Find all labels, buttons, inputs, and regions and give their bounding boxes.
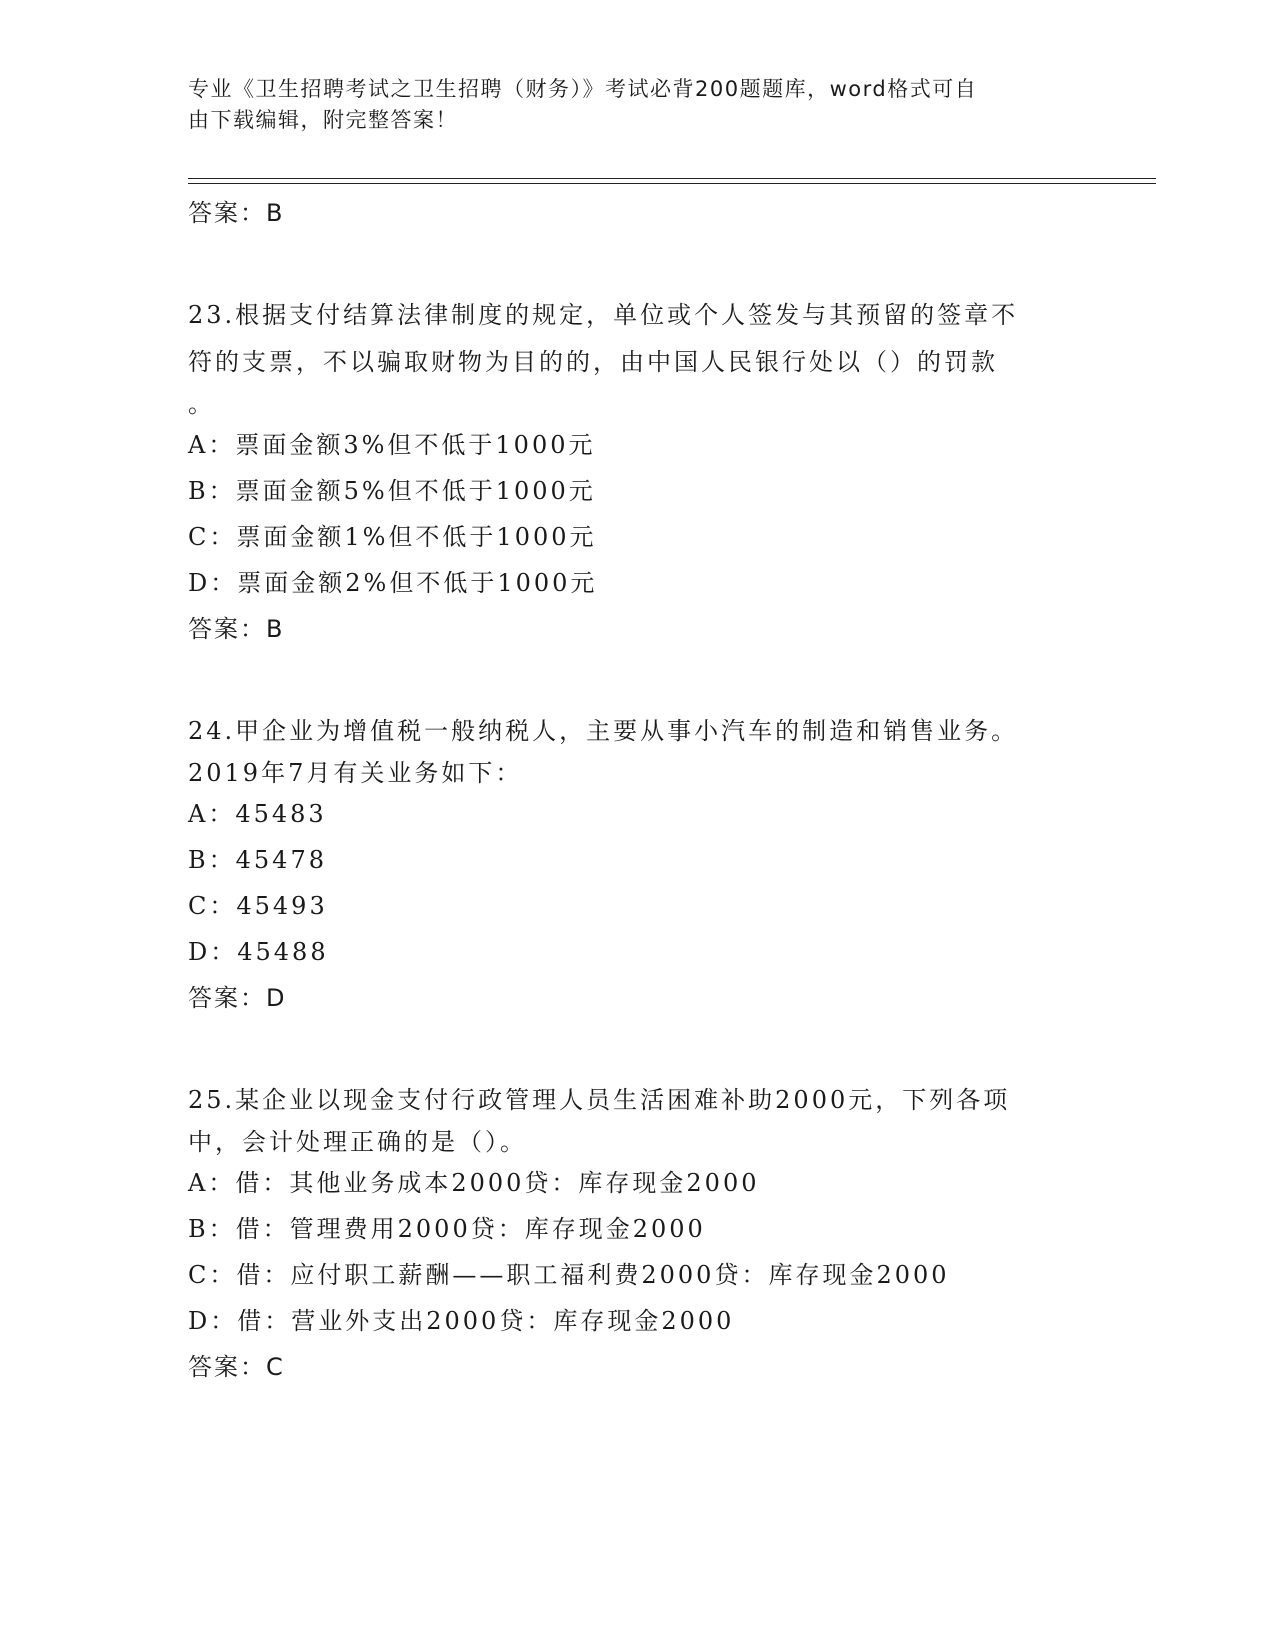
option-b: B：票面金额5%但不低于1000元 bbox=[188, 477, 596, 505]
option-d: D：45488 bbox=[188, 938, 329, 966]
option-b: B：45478 bbox=[188, 846, 327, 874]
question-24 bbox=[188, 708, 1088, 1021]
spacer bbox=[188, 236, 1088, 292]
header-line-2: 由下载编辑，附完整答案！ bbox=[188, 108, 458, 132]
option-a: A：45483 bbox=[188, 800, 327, 828]
question-stem-line: 符的支票，不以骗取财物为目的的，由中国人民银行处以（）的罚款 bbox=[188, 348, 998, 376]
answer-value: B bbox=[266, 199, 284, 227]
header-divider-top bbox=[188, 178, 1156, 179]
document-header bbox=[188, 74, 1068, 136]
option-a: A：借：其他业务成本2000贷：库存现金2000 bbox=[188, 1169, 760, 1197]
document-body bbox=[188, 190, 1088, 1390]
option-a: A：票面金额3%但不低于1000元 bbox=[188, 431, 596, 459]
option-b: B：借：管理费用2000贷：库存现金2000 bbox=[188, 1215, 706, 1243]
answer-line bbox=[188, 1344, 1088, 1390]
answer-line bbox=[188, 975, 1088, 1021]
option-c: C：45493 bbox=[188, 892, 328, 920]
answer-value: C bbox=[266, 1353, 284, 1381]
option-d: D：借：营业外支出2000贷：库存现金2000 bbox=[188, 1307, 735, 1335]
question-stem-line: 23.根据支付结算法律制度的规定，单位或个人签发与其预留的签章不 bbox=[188, 301, 1019, 329]
question-stem-line: 25.某企业以现金支付行政管理人员生活困难补助2000元，下列各项 bbox=[188, 1086, 1011, 1114]
header-divider-bottom bbox=[188, 183, 1156, 184]
spacer bbox=[188, 1021, 1088, 1077]
answer-value: D bbox=[266, 984, 286, 1012]
answer-line bbox=[188, 606, 1088, 652]
header-line-1: 专业《卫生招聘考试之卫生招聘（财务）》考试必背200题题库，word格式可自 bbox=[188, 77, 978, 101]
answer-label: 答案： bbox=[188, 199, 266, 227]
question-stem-line: 24.甲企业为增值税一般纳税人，主要从事小汽车的制造和销售业务。 bbox=[188, 717, 1019, 745]
question-23 bbox=[188, 292, 1088, 652]
answer-value: B bbox=[266, 615, 284, 643]
question-25 bbox=[188, 1077, 1088, 1390]
question-stem-line: 2019年7月有关业务如下： bbox=[188, 759, 523, 787]
option-d: D：票面金额2%但不低于1000元 bbox=[188, 569, 598, 597]
spacer bbox=[188, 652, 1088, 708]
answer-label: 答案： bbox=[188, 1353, 266, 1381]
answer-label: 答案： bbox=[188, 984, 266, 1012]
option-c: C：借：应付职工薪酬——职工福利费2000贷：库存现金2000 bbox=[188, 1261, 950, 1289]
question-stem-line: 中，会计处理正确的是（）。 bbox=[188, 1128, 527, 1156]
question-stem-tail: 。 bbox=[188, 390, 215, 418]
option-c: C：票面金额1%但不低于1000元 bbox=[188, 523, 597, 551]
answer-line-previous bbox=[188, 190, 1088, 236]
answer-label: 答案： bbox=[188, 615, 266, 643]
